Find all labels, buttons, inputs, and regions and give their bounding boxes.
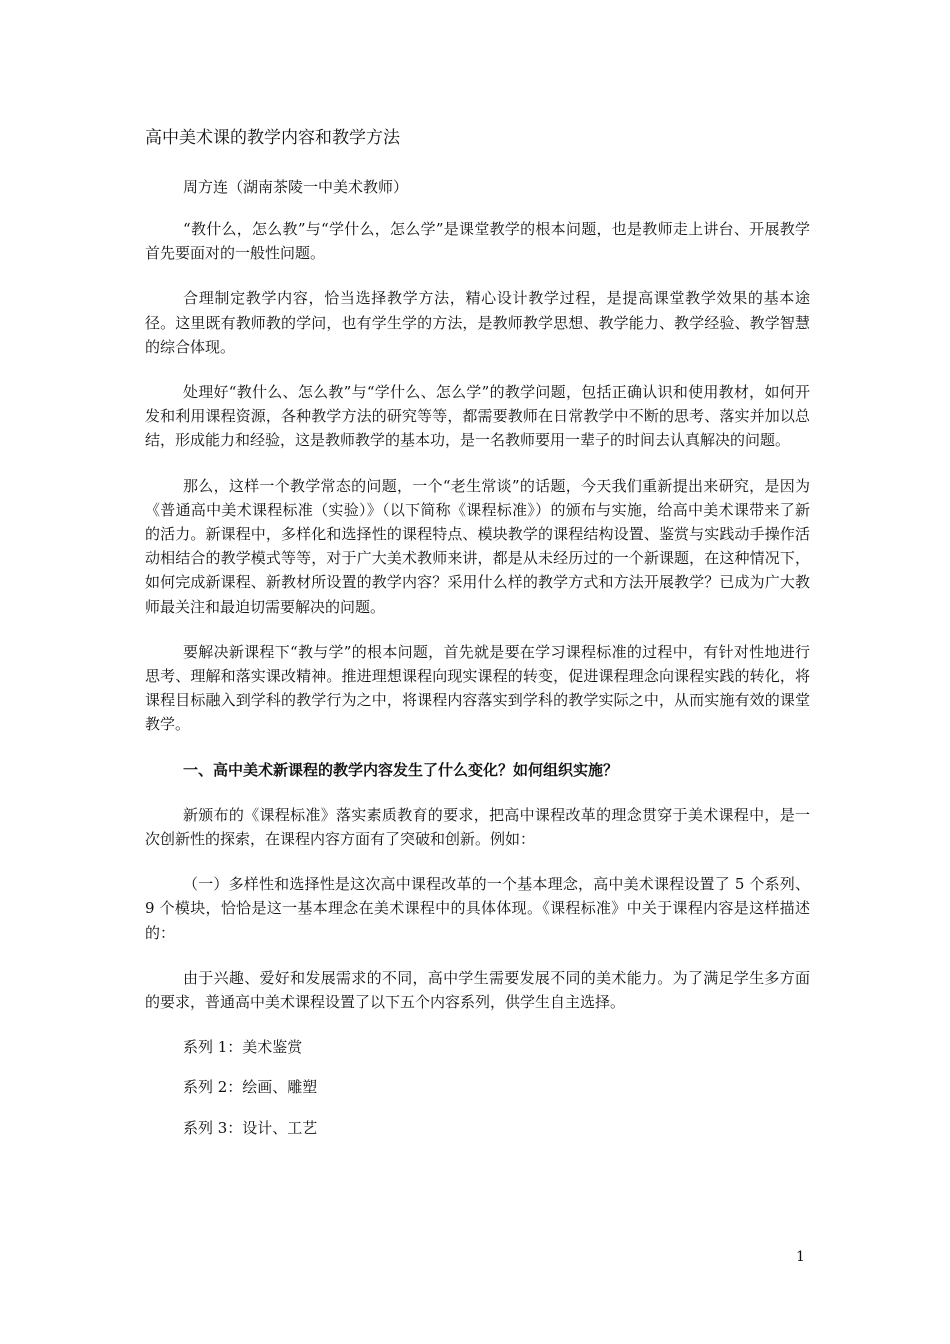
paragraph: （一）多样性和选择性是这次高中课程改革的一个基本理念，高中美术课程设置了 5 个系列、9 个模块，恰恰是这一基本理念在美术课程中的具体体现。《课程标准》中关于课程内容是这样描述的： <box>145 875 810 942</box>
paragraph: 要解决新课程下“教与学”的根本问题，首先就是要在学习课程标准的过程中，有针对性地进行思考、理解和落实课改精神。推进理想课程向现实课程的转变，促进课程理念向课程实践的转化，将课程目标融入到学科的教学行为之中，将课程内容落实到学科的教学实际之中，从而实施有效的课堂教学。 <box>145 642 810 734</box>
document-body <box>145 217 810 1156</box>
paragraph: “教什么，怎么教”与“学什么，怎么学”是课堂教学的根本问题，也是教师走上讲台、开展教学首先要面对的一般性问题。 <box>145 220 810 263</box>
page-number: 1 <box>796 1249 805 1265</box>
paragraph: 合理制定教学内容，恰当选择教学方法，精心设计教学过程，是提高课堂教学效果的基本途径。这里既有教师教的学问，也有学生学的方法，是教师教学思想、教学能力、教学经验、教学智慧的综合体现。 <box>145 289 810 356</box>
author-line: 周方连（湖南茶陵一中美术教师） <box>183 178 409 196</box>
paragraph: 处理好“教什么、怎么教”与“学什么、怎么学”的教学问题，包括正确认识和使用教材，如何开发和利用课程资源，各种教学方法的研究等等，都需要教师在日常教学中不断的思考、落实并加以总结，形成能力和经验，这是教师教学的基本功，是一名教师要用一辈子的时间去认真解决的问题。 <box>145 383 810 450</box>
series-item: 系列 3：设计、工艺 <box>183 1118 318 1137</box>
document-title: 高中美术课的教学内容和教学方法 <box>145 128 400 148</box>
paragraph: 那么，这样一个教学常态的问题，一个“老生常谈”的话题，今天我们重新提出来研究，是因为《普通高中美术课程标准（实验）》（以下简称《课程标准》）的颁布与实施，给高中美术课带来了新的活力。新课程中，多样化和选择性的课程特点、模块教学的课程结构设置、鉴赏与实践动手操作活动相结合的教学模式等等，对于广大美术教师来讲，都是从未经历过的一个新课题，在这种情况下，如何完成新课程、新教材所设置的教学内容？采用什么样的教学方式和方法开展教学？已成为广大教师最关注和最迫切需要解决的问题。 <box>145 476 810 616</box>
section-heading: 一、高中美术新课程的教学内容发生了什么变化？如何组织实施？ <box>183 760 619 779</box>
paragraph: 由于兴趣、爱好和发展需求的不同，高中学生需要发展不同的美术能力。为了满足学生多方面的要求，普通高中美术课程设置了以下五个内容系列，供学生自主选择。 <box>145 968 810 1012</box>
paragraph: 新颁布的《课程标准》落实素质教育的要求，把高中课程改革的理念贯穿于美术课程中，是一次创新性的探索，在课程内容方面有了突破和创新。例如： <box>145 805 810 849</box>
series-item: 系列 1：美术鉴赏 <box>183 1038 303 1057</box>
series-item: 系列 2：绘画、雕塑 <box>183 1078 318 1097</box>
